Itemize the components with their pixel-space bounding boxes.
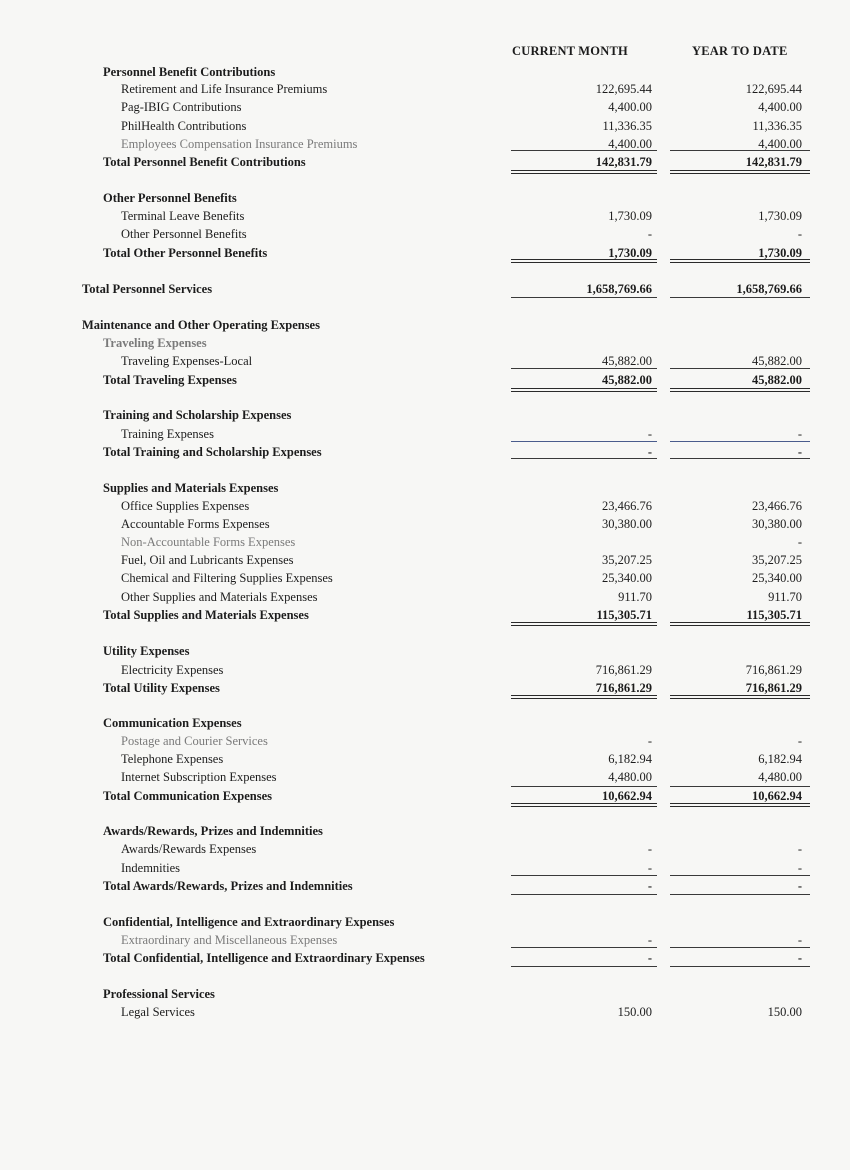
line-item-row — [0, 98, 850, 116]
underline-rule — [670, 966, 810, 967]
section-heading — [0, 913, 850, 931]
current-month-value: 30,380.00 — [602, 517, 652, 531]
line-item-row — [0, 497, 850, 515]
current-month-value: 11,336.35 — [602, 119, 652, 133]
current-month-value: 45,882.00 — [602, 354, 652, 368]
current-month-value: 4,480.00 — [608, 770, 652, 784]
current-month-value: - — [647, 445, 652, 459]
section-heading — [0, 822, 850, 840]
row-label: Maintenance and Other Operating Expenses — [82, 318, 320, 332]
current-month-value: - — [647, 427, 652, 441]
row-label: Accountable Forms Expenses — [121, 517, 270, 531]
year-to-date-value: 716,861.29 — [745, 663, 802, 677]
underline-rule — [511, 695, 657, 699]
current-month-value: 716,861.29 — [595, 681, 652, 695]
line-item-row — [0, 588, 850, 606]
year-to-date-value: - — [797, 933, 802, 947]
current-month-value: - — [647, 227, 652, 241]
current-month-value: 45,882.00 — [602, 373, 652, 387]
section-heading — [0, 985, 850, 1003]
row-label: Total Training and Scholarship Expenses — [103, 445, 322, 459]
current-month-value: 6,182.94 — [608, 752, 652, 766]
line-item-row — [0, 768, 850, 786]
current-month-value: - — [647, 842, 652, 856]
row-label: Chemical and Filtering Supplies Expenses — [121, 571, 333, 585]
current-month-value: 1,658,769.66 — [586, 282, 652, 296]
current-month-value: 4,400.00 — [608, 137, 652, 151]
row-label: Training Expenses — [121, 427, 214, 441]
year-to-date-value: 716,861.29 — [745, 681, 802, 695]
year-to-date-value: 6,182.94 — [758, 752, 802, 766]
line-item-row — [0, 1003, 850, 1021]
row-label: Internet Subscription Expenses — [121, 770, 277, 784]
row-label: Utility Expenses — [103, 644, 190, 658]
row-label: Indemnities — [121, 861, 181, 875]
underline-rule — [511, 297, 657, 298]
year-to-date-value: 1,730.09 — [758, 246, 802, 260]
total-row — [0, 877, 850, 895]
row-label: Training and Scholarship Expenses — [103, 408, 292, 422]
underline-rule — [670, 170, 810, 174]
year-to-date-value: 23,466.76 — [752, 499, 802, 513]
year-to-date-value: 142,831.79 — [745, 155, 802, 169]
row-label: Traveling Expenses — [103, 336, 207, 350]
section-heading — [0, 642, 850, 660]
row-label: Total Utility Expenses — [103, 681, 220, 695]
row-label: Extraordinary and Miscellaneous Expenses — [121, 933, 338, 947]
row-label: Retirement and Life Insurance Premiums — [121, 82, 328, 96]
section-heading — [0, 406, 850, 424]
row-label: Communication Expenses — [103, 716, 242, 730]
total-row — [0, 153, 850, 171]
row-label: Awards/Rewards, Prizes and Indemnities — [103, 824, 323, 838]
year-to-date-value: - — [797, 879, 802, 893]
underline-rule — [670, 786, 810, 787]
underline-rule — [511, 875, 657, 876]
row-label: Total Communication Expenses — [103, 789, 273, 803]
current-month-value: 35,207.25 — [602, 553, 652, 567]
underline-rule — [511, 170, 657, 174]
year-to-date-value: 4,400.00 — [758, 137, 802, 151]
row-label: Electricity Expenses — [121, 663, 224, 677]
current-month-value: - — [647, 879, 652, 893]
row-label: Employees Compensation Insurance Premiums — [121, 137, 358, 151]
underline-rule — [511, 966, 657, 967]
total-row — [0, 949, 850, 967]
year-to-date-value: 122,695.44 — [745, 82, 802, 96]
section-heading — [0, 479, 850, 497]
year-to-date-value: 115,305.71 — [746, 608, 802, 622]
underline-rule — [670, 259, 810, 263]
underline-rule — [670, 458, 810, 459]
underline-rule — [511, 150, 657, 151]
year-to-date-value: 1,730.09 — [758, 209, 802, 223]
year-to-date-value: - — [797, 445, 802, 459]
current-month-value: 25,340.00 — [602, 571, 652, 585]
underline-rule — [670, 441, 810, 442]
current-month-value: - — [647, 861, 652, 875]
row-label: Confidential, Intelligence and Extraordinary Expenses — [103, 915, 395, 929]
underline-rule — [511, 803, 657, 807]
underline-rule — [511, 368, 657, 369]
row-label: Total Other Personnel Benefits — [103, 246, 268, 260]
year-to-date-value: 30,380.00 — [752, 517, 802, 531]
header-year-to-date: YEAR TO DATE — [692, 44, 788, 58]
year-to-date-value: 10,662.94 — [752, 789, 802, 803]
current-month-value: - — [647, 734, 652, 748]
current-month-value: 150.00 — [617, 1005, 652, 1019]
year-to-date-value: 911.70 — [768, 590, 802, 604]
underline-rule — [511, 894, 657, 895]
year-to-date-value: - — [797, 227, 802, 241]
underline-rule — [511, 441, 657, 442]
current-month-value: 10,662.94 — [602, 789, 652, 803]
row-label: Other Personnel Benefits — [103, 191, 237, 205]
line-item-row — [0, 207, 850, 225]
line-item-row — [0, 750, 850, 768]
year-to-date-value: 4,400.00 — [758, 100, 802, 114]
underline-rule — [511, 622, 657, 626]
current-month-value: 4,400.00 — [608, 100, 652, 114]
row-label: Total Awards/Rewards, Prizes and Indemnities — [103, 879, 353, 893]
section-heading — [0, 63, 850, 81]
row-label: Other Supplies and Materials Expenses — [121, 590, 318, 604]
year-to-date-value: 11,336.35 — [752, 119, 802, 133]
row-label: Terminal Leave Benefits — [121, 209, 245, 223]
row-label: Traveling Expenses-Local — [121, 354, 253, 368]
underline-rule — [511, 458, 657, 459]
current-month-value: 122,695.44 — [595, 82, 652, 96]
year-to-date-value: - — [797, 427, 802, 441]
row-label: Total Supplies and Materials Expenses — [103, 608, 309, 622]
row-label: Other Personnel Benefits — [121, 227, 247, 241]
underline-rule — [670, 894, 810, 895]
year-to-date-value: - — [797, 861, 802, 875]
current-month-value: 911.70 — [618, 590, 652, 604]
row-label: Personnel Benefit Contributions — [103, 65, 276, 79]
row-label: Total Confidential, Intelligence and Extraordinary Expenses — [103, 951, 425, 965]
year-to-date-value: 150.00 — [767, 1005, 802, 1019]
line-item-row — [0, 840, 850, 858]
section-heading — [0, 189, 850, 207]
current-month-value: 23,466.76 — [602, 499, 652, 513]
underline-rule — [670, 368, 810, 369]
current-month-value: 1,730.09 — [608, 209, 652, 223]
underline-rule — [670, 947, 810, 948]
underline-rule — [670, 695, 810, 699]
year-to-date-value: - — [797, 535, 802, 549]
line-item-row — [0, 225, 850, 243]
year-to-date-value: 25,340.00 — [752, 571, 802, 585]
year-to-date-value: 45,882.00 — [752, 354, 802, 368]
row-label: Supplies and Materials Expenses — [103, 481, 279, 495]
underline-rule — [670, 297, 810, 298]
row-label: PhilHealth Contributions — [121, 119, 247, 133]
row-label: Total Personnel Benefit Contributions — [103, 155, 306, 169]
current-month-value: - — [647, 933, 652, 947]
year-to-date-value: - — [797, 734, 802, 748]
row-label: Professional Services — [103, 987, 215, 1001]
year-to-date-value: - — [797, 842, 802, 856]
row-label: Total Personnel Services — [82, 282, 213, 296]
line-item-row — [0, 515, 850, 533]
section-heading — [0, 316, 850, 334]
underline-rule — [670, 803, 810, 807]
line-item-row — [0, 80, 850, 98]
row-label: Fuel, Oil and Lubricants Expenses — [121, 553, 294, 567]
row-label: Office Supplies Expenses — [121, 499, 250, 513]
underline-rule — [670, 388, 810, 392]
current-month-value: - — [647, 951, 652, 965]
section-heading — [0, 334, 850, 352]
underline-rule — [670, 622, 810, 626]
current-month-value: 716,861.29 — [595, 663, 652, 677]
current-month-value: 142,831.79 — [595, 155, 652, 169]
line-item-row — [0, 569, 850, 587]
year-to-date-value: 45,882.00 — [752, 373, 802, 387]
year-to-date-value: 4,480.00 — [758, 770, 802, 784]
section-heading — [0, 714, 850, 732]
current-month-value: 1,730.09 — [608, 246, 652, 260]
row-label: Legal Services — [121, 1005, 195, 1019]
year-to-date-value: - — [797, 951, 802, 965]
line-item-row — [0, 661, 850, 679]
underline-rule — [670, 150, 810, 151]
row-label: Pag-IBIG Contributions — [121, 100, 242, 114]
underline-rule — [511, 947, 657, 948]
underline-rule — [670, 875, 810, 876]
row-label: Postage and Courier Services — [121, 734, 268, 748]
row-label: Awards/Rewards Expenses — [121, 842, 257, 856]
current-month-value: 115,305.71 — [596, 608, 652, 622]
row-label: Total Traveling Expenses — [103, 373, 237, 387]
line-item-row — [0, 551, 850, 569]
underline-rule — [511, 786, 657, 787]
row-label: Telephone Expenses — [121, 752, 224, 766]
line-item-row — [0, 117, 850, 135]
header-current-month: CURRENT MONTH — [512, 44, 628, 58]
row-label: Non-Accountable Forms Expenses — [121, 535, 296, 549]
year-to-date-value: 35,207.25 — [752, 553, 802, 567]
line-item-row — [0, 732, 850, 750]
line-item-row — [0, 533, 850, 551]
underline-rule — [511, 388, 657, 392]
underline-rule — [511, 259, 657, 263]
total-row — [0, 280, 850, 298]
year-to-date-value: 1,658,769.66 — [736, 282, 802, 296]
total-row — [0, 371, 850, 389]
